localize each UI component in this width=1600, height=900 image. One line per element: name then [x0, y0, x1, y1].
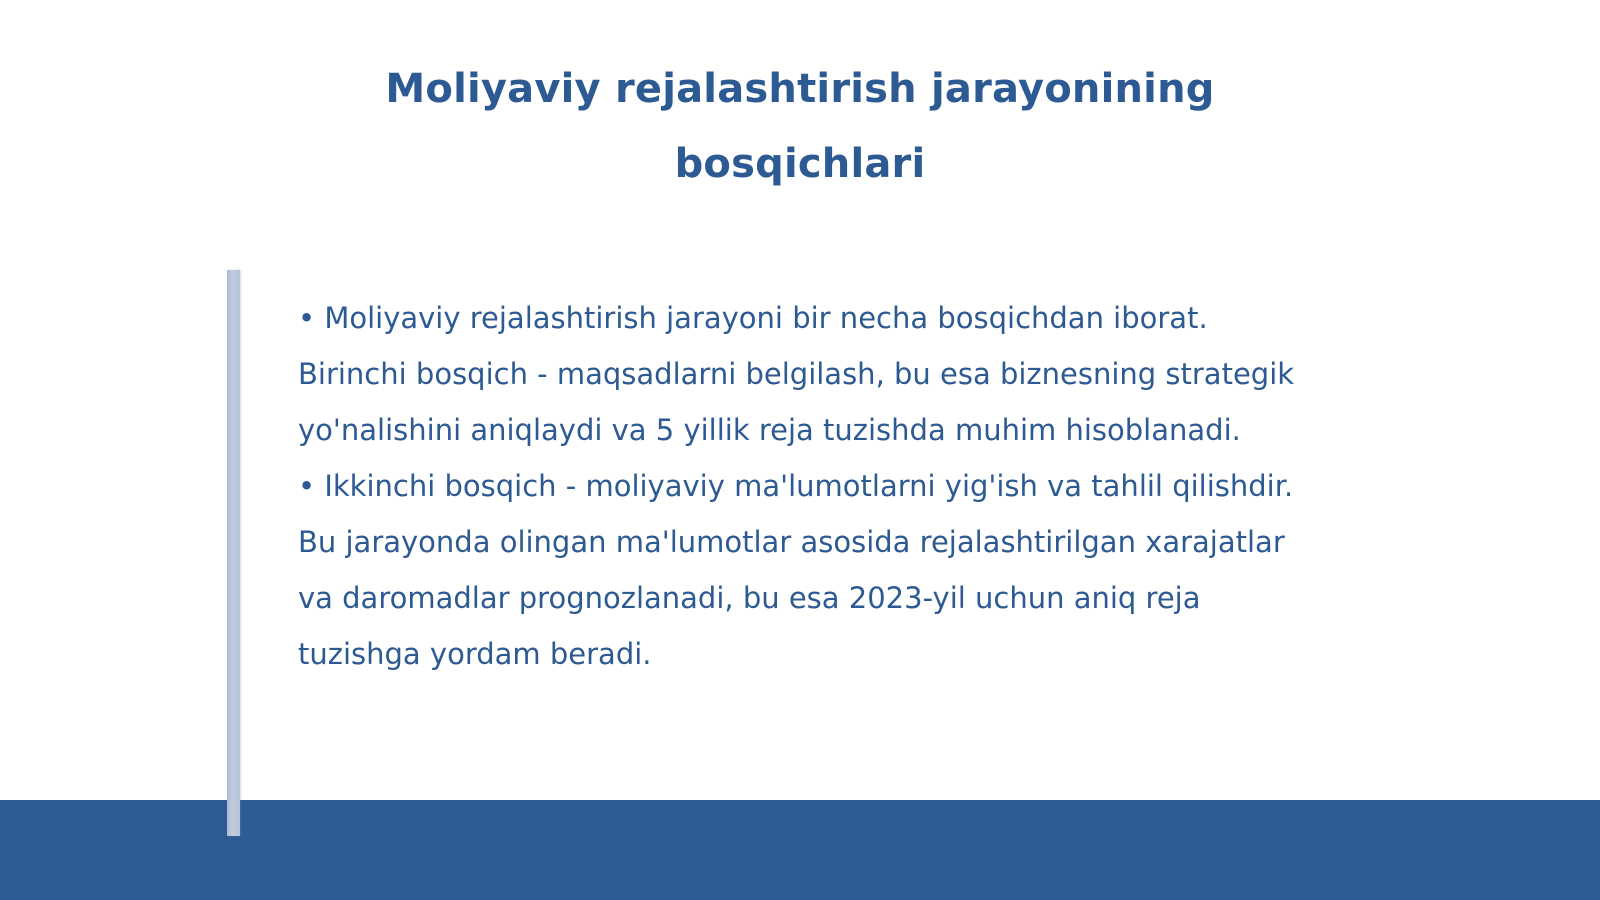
slide-body-text: • Moliyaviy rejalashtirish jarayoni bir necha bosqichdan iborat. Birinchi bosqich - maqsadlarni belgilash, bu esa biznesning strategik yo'nalishini aniqlaydi va 5 yillik reja tuzishda muhim hisoblanadi. • Ikkinchi bosqich - moliyaviy ma'lumotlarni yig'ish va tahlil qilishdir. Bu jarayonda olingan ma'lumotlar asosida rejalashtirilgan xarajatlar va daromadlar prognozlanadi, bu esa 2023-yil uchun aniq reja tuzishga yordam beradi.: [298, 301, 1295, 671]
footer-band: [0, 800, 1600, 900]
slide-title: Moliyaviy rejalashtirish jarayonining bosqichlari: [385, 66, 1215, 187]
vertical-accent-bar: [227, 270, 240, 836]
